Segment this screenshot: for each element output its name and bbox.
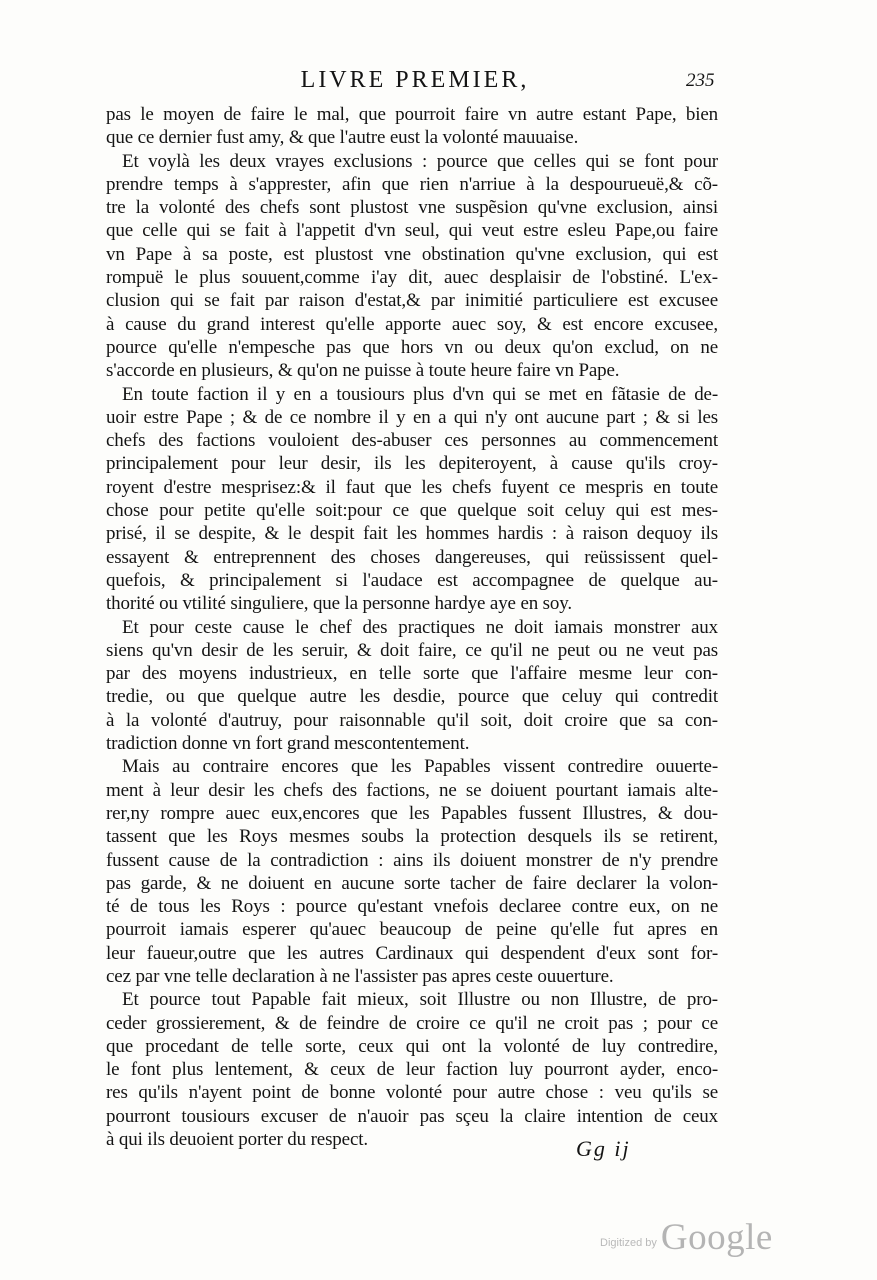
- text-line: pourront tousiours excuser de n'auoir pas sçeu la claire intention de ceux: [106, 1105, 718, 1127]
- text-line: essayent & entreprennent des choses dangereuses, qui reüssissent quel-: [106, 546, 718, 568]
- text-line: rompuë le plus souuent,comme i'ay dit, auec desplaisir de l'obstiné. L'ex-: [106, 267, 718, 289]
- text-line: tre la volonté des chefs sont plustost vne suspẽsion qu'vne exclusion, ainsi: [106, 197, 718, 219]
- google-logo: Google: [660, 1217, 773, 1258]
- text-line: quefois, & principalement si l'audace est accompagnee de quelque au-: [106, 569, 718, 591]
- text-line: En toute faction il y en a tousiours plus d'vn qui se met en fãtasie de de-: [122, 383, 718, 405]
- paragraph: [106, 150, 718, 383]
- text-line: chose pour petite qu'elle soit:pour ce que quelque soit celuy qui est mes-: [106, 500, 718, 522]
- page-number: 235: [686, 70, 715, 91]
- text-line: s'accorde en plusieurs, & qu'on ne puisse à toute heure faire vn Pape.: [106, 360, 620, 382]
- text-line: uoir estre Pape ; & de ce nombre il y en a qui n'y ont aucune part ; & si les: [106, 406, 718, 428]
- text-line: à cause du grand interest qu'elle apporte auec soy, & est encore excusee,: [106, 313, 718, 335]
- text-line: Et pour ceste cause le chef des practiques ne doit iamais monstrer aux: [122, 616, 718, 638]
- text-line: que celle qui se fait à l'appetit d'vn seul, qui veut estre esleu Pape,ou faire: [106, 220, 718, 242]
- text-line: pas garde, & ne doiuent en aucune sorte tacher de faire declarer la volon-: [106, 872, 718, 894]
- text-line: que procedant de telle sorte, ceux qui ont la volonté de luy contredire,: [106, 1035, 718, 1057]
- paragraph: [106, 103, 718, 150]
- text-line: chefs des factions vouloient des-abuser ces personnes au commencement: [106, 430, 718, 452]
- text-line: clusion qui se fait par raison d'estat,& par inimitié particuliere est excusee: [106, 290, 718, 312]
- text-line: thorité ou vtilité singuliere, que la personne hardye aye en soy.: [106, 593, 572, 615]
- text-line: rer,ny rompre auec eux,encores que les Papables fussent Illustres, & dou-: [106, 802, 718, 824]
- text-line: tredie, ou que quelque autre les desdie, pource que celuy qui contredit: [106, 686, 718, 708]
- text-line: pas le moyen de faire le mal, que pourroit faire vn autre estant Pape, bien: [106, 104, 718, 125]
- paragraph: [106, 383, 718, 616]
- text-line: cez par vne telle declaration à ne l'assister pas apres ceste ouuerture.: [106, 965, 614, 987]
- text-line: Et pource tout Papable fait mieux, soit Illustre ou non Illustre, de pro-: [122, 989, 718, 1011]
- text-line: pourroit iamais esperer qu'auec beaucoup de peine qu'elle fut apres en: [106, 919, 718, 941]
- text-line: ceder grossierement, & de feindre de croire ce qu'il ne croit pas ; pour ce: [106, 1012, 718, 1034]
- text-line: siens qu'vn desir de les seruir, & doit faire, ce qu'il ne peut ou ne veut pas: [106, 639, 718, 661]
- watermark-prefix: Digitized by: [600, 1237, 657, 1249]
- paragraph: [106, 755, 718, 988]
- text-line: Et voylà les deux vrayes exclusions : pource que celles qui se font pour: [122, 150, 718, 172]
- text-line: prendre temps à s'apprester, afin que rien n'arriue à la despourueuë,& cõ-: [106, 173, 718, 195]
- text-line: res qu'ils n'ayent point de bonne volonté pour autre chose : veu qu'ils se: [106, 1082, 718, 1104]
- text-line: pource qu'elle n'empesche pas que hors vn ou deux qu'on exclud, on ne: [106, 336, 718, 358]
- text-line: tassent que les Roys mesmes soubs la protection desquels ils se retirent,: [106, 826, 718, 848]
- text-line: le font plus lentement, & ceux de leur faction luy pourront ayder, enco-: [106, 1059, 718, 1081]
- text-line: té de tous les Roys : pource qu'estant vnefois declaree contre eux, on ne: [106, 896, 718, 918]
- text-line: ment à leur desir les chefs des factions, ne se doiuent pourtant iamais alte-: [106, 779, 718, 801]
- text-line: principalement pour leur desir, ils les depiteroyent, à cause qu'ils croy-: [106, 453, 718, 475]
- paragraph: [106, 616, 718, 756]
- text-line: vn Pape à sa poste, est plustost vne obstination qu'vne exclusion, qui est: [106, 243, 718, 265]
- paragraph: [106, 988, 718, 1151]
- text-line: royent d'estre mesprisez:& il faut que les chefs fuyent ce mespris en toute: [106, 476, 718, 498]
- signature-mark: Gg ij: [576, 1136, 631, 1161]
- text-line: Mais au contraire encores que les Papables vissent contredire ouuerte-: [122, 756, 718, 778]
- text-line: prisé, il se despite, & le despit fait les hommes hardis : à raison dequoy ils: [106, 523, 718, 545]
- body-text: [106, 103, 718, 1151]
- text-line: leur faueur,outre que les autres Cardinaux qui despendent d'eux sont for-: [106, 942, 718, 964]
- text-line: que ce dernier fust amy, & que l'autre eust la volonté mauuaise.: [106, 127, 579, 149]
- digitization-watermark: [600, 1218, 773, 1258]
- text-line: à qui ils deuoient porter du respect.: [106, 1129, 368, 1151]
- text-line: fussent cause de la contradiction : ains ils doiuent monstrer de n'y prendre: [106, 849, 718, 871]
- text-line: par des moyens industrieux, en telle sorte que l'affaire mesme leur con-: [106, 663, 718, 685]
- text-line: à la volonté d'autruy, pour raisonnable qu'il soit, doit croire que sa con-: [106, 709, 718, 731]
- running-title: LIVRE PREMIER,: [300, 67, 530, 93]
- text-line: tradiction donne vn fort grand mescontentement.: [106, 733, 470, 755]
